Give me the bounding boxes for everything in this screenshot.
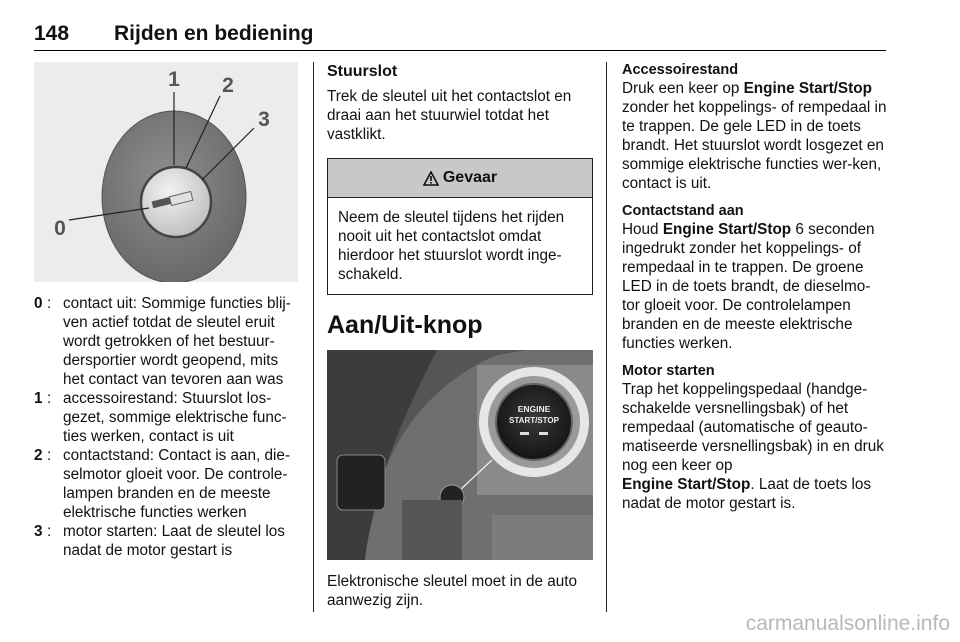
legend-item: 3 : motor starten: Laat de sleutel los nadat de motor gestart is — [34, 523, 285, 559]
stuurslot-heading: Stuurslot — [327, 63, 398, 80]
button-label-start-stop: START/STOP — [509, 416, 559, 425]
column-2 — [327, 62, 593, 610]
danger-header — [328, 159, 592, 198]
page-title: Rijden en bediening — [114, 22, 314, 45]
button-caption: Elektronische sleutel moet in de auto aanwezig zijn. — [327, 573, 577, 609]
watermark: carmanualsonline.info — [745, 612, 950, 635]
accessoirestand-text: Druk een keer op Engine Start/Stop zonder het koppelings- of rempedaal in te trappen. De gele LED in de toets brandt. Het stuurslot wordt losgezet en sommige elektrische functies wer-ken, contact is uit. — [622, 80, 887, 192]
callout-2: 2 — [222, 74, 234, 97]
page-header — [34, 22, 886, 51]
contactstand-heading: Contactstand aan — [622, 203, 744, 219]
danger-title: Gevaar — [442, 169, 498, 186]
button-label-engine: ENGINE — [517, 404, 551, 414]
legend-item: 0 : contact uit: Sommige functies blij-ven actief totdat de sleutel eruit wordt getrokken of het bestuur-dersportier wordt geopend, mits het contact van tevoren aan was — [34, 295, 291, 388]
column-divider-1 — [313, 62, 314, 612]
start-stop-button-figure — [327, 350, 593, 560]
warning-triangle-icon — [423, 171, 439, 186]
column-3 — [622, 62, 888, 513]
callout-3: 3 — [258, 108, 270, 131]
column-1 — [34, 62, 298, 560]
callout-1: 1 — [168, 68, 180, 91]
page-number: 148 — [34, 22, 70, 45]
section-title-aan-uit: Aan/Uit-knop — [327, 311, 483, 339]
ignition-switch-figure — [34, 62, 298, 282]
callout-0: 0 — [54, 217, 66, 240]
stuurslot-text: Trek de sleutel uit het contactslot en draai aan het stuurwiel totdat het vastklikt. — [327, 88, 572, 143]
position-legend — [34, 294, 298, 560]
legend-item: 1 : accessoirestand: Stuurslot los-gezet, sommige elektrische func-ties werken, contact is uit — [34, 390, 287, 445]
legend-item: 2 : contactstand: Contact is aan, die-selmotor gloeit voor. De controle-lampen branden en de meeste elektrische functies werken — [34, 447, 291, 521]
danger-text: Neem de sleutel tijdens het rijden nooit uit het contactslot omdat hierdoor het stuurslot wordt inge-schakeld. — [338, 209, 565, 283]
motor-starten-text: Trap het koppelingspedaal (handge-schakelde versnellingsbak) of het rempedaal (automatische of geauto-matiseerde versnellingsbak) in en druk nog een keer op Engine Start/Stop. Laat de toets los nadat de motor gestart is. — [622, 381, 884, 512]
contactstand-text: Houd Engine Start/Stop 6 seconden ingedrukt zonder het koppelings- of rempedaal in te trappen. De groene LED in de toets brandt, de dieselmo-tor gloeit voor. De controlelampen branden en de meeste elektrische functies werken. — [622, 221, 875, 352]
accessoirestand-heading: Accessoirestand — [622, 62, 739, 78]
danger-box — [327, 158, 593, 295]
motor-starten-heading: Motor starten — [622, 363, 715, 379]
column-divider-2 — [606, 62, 607, 612]
